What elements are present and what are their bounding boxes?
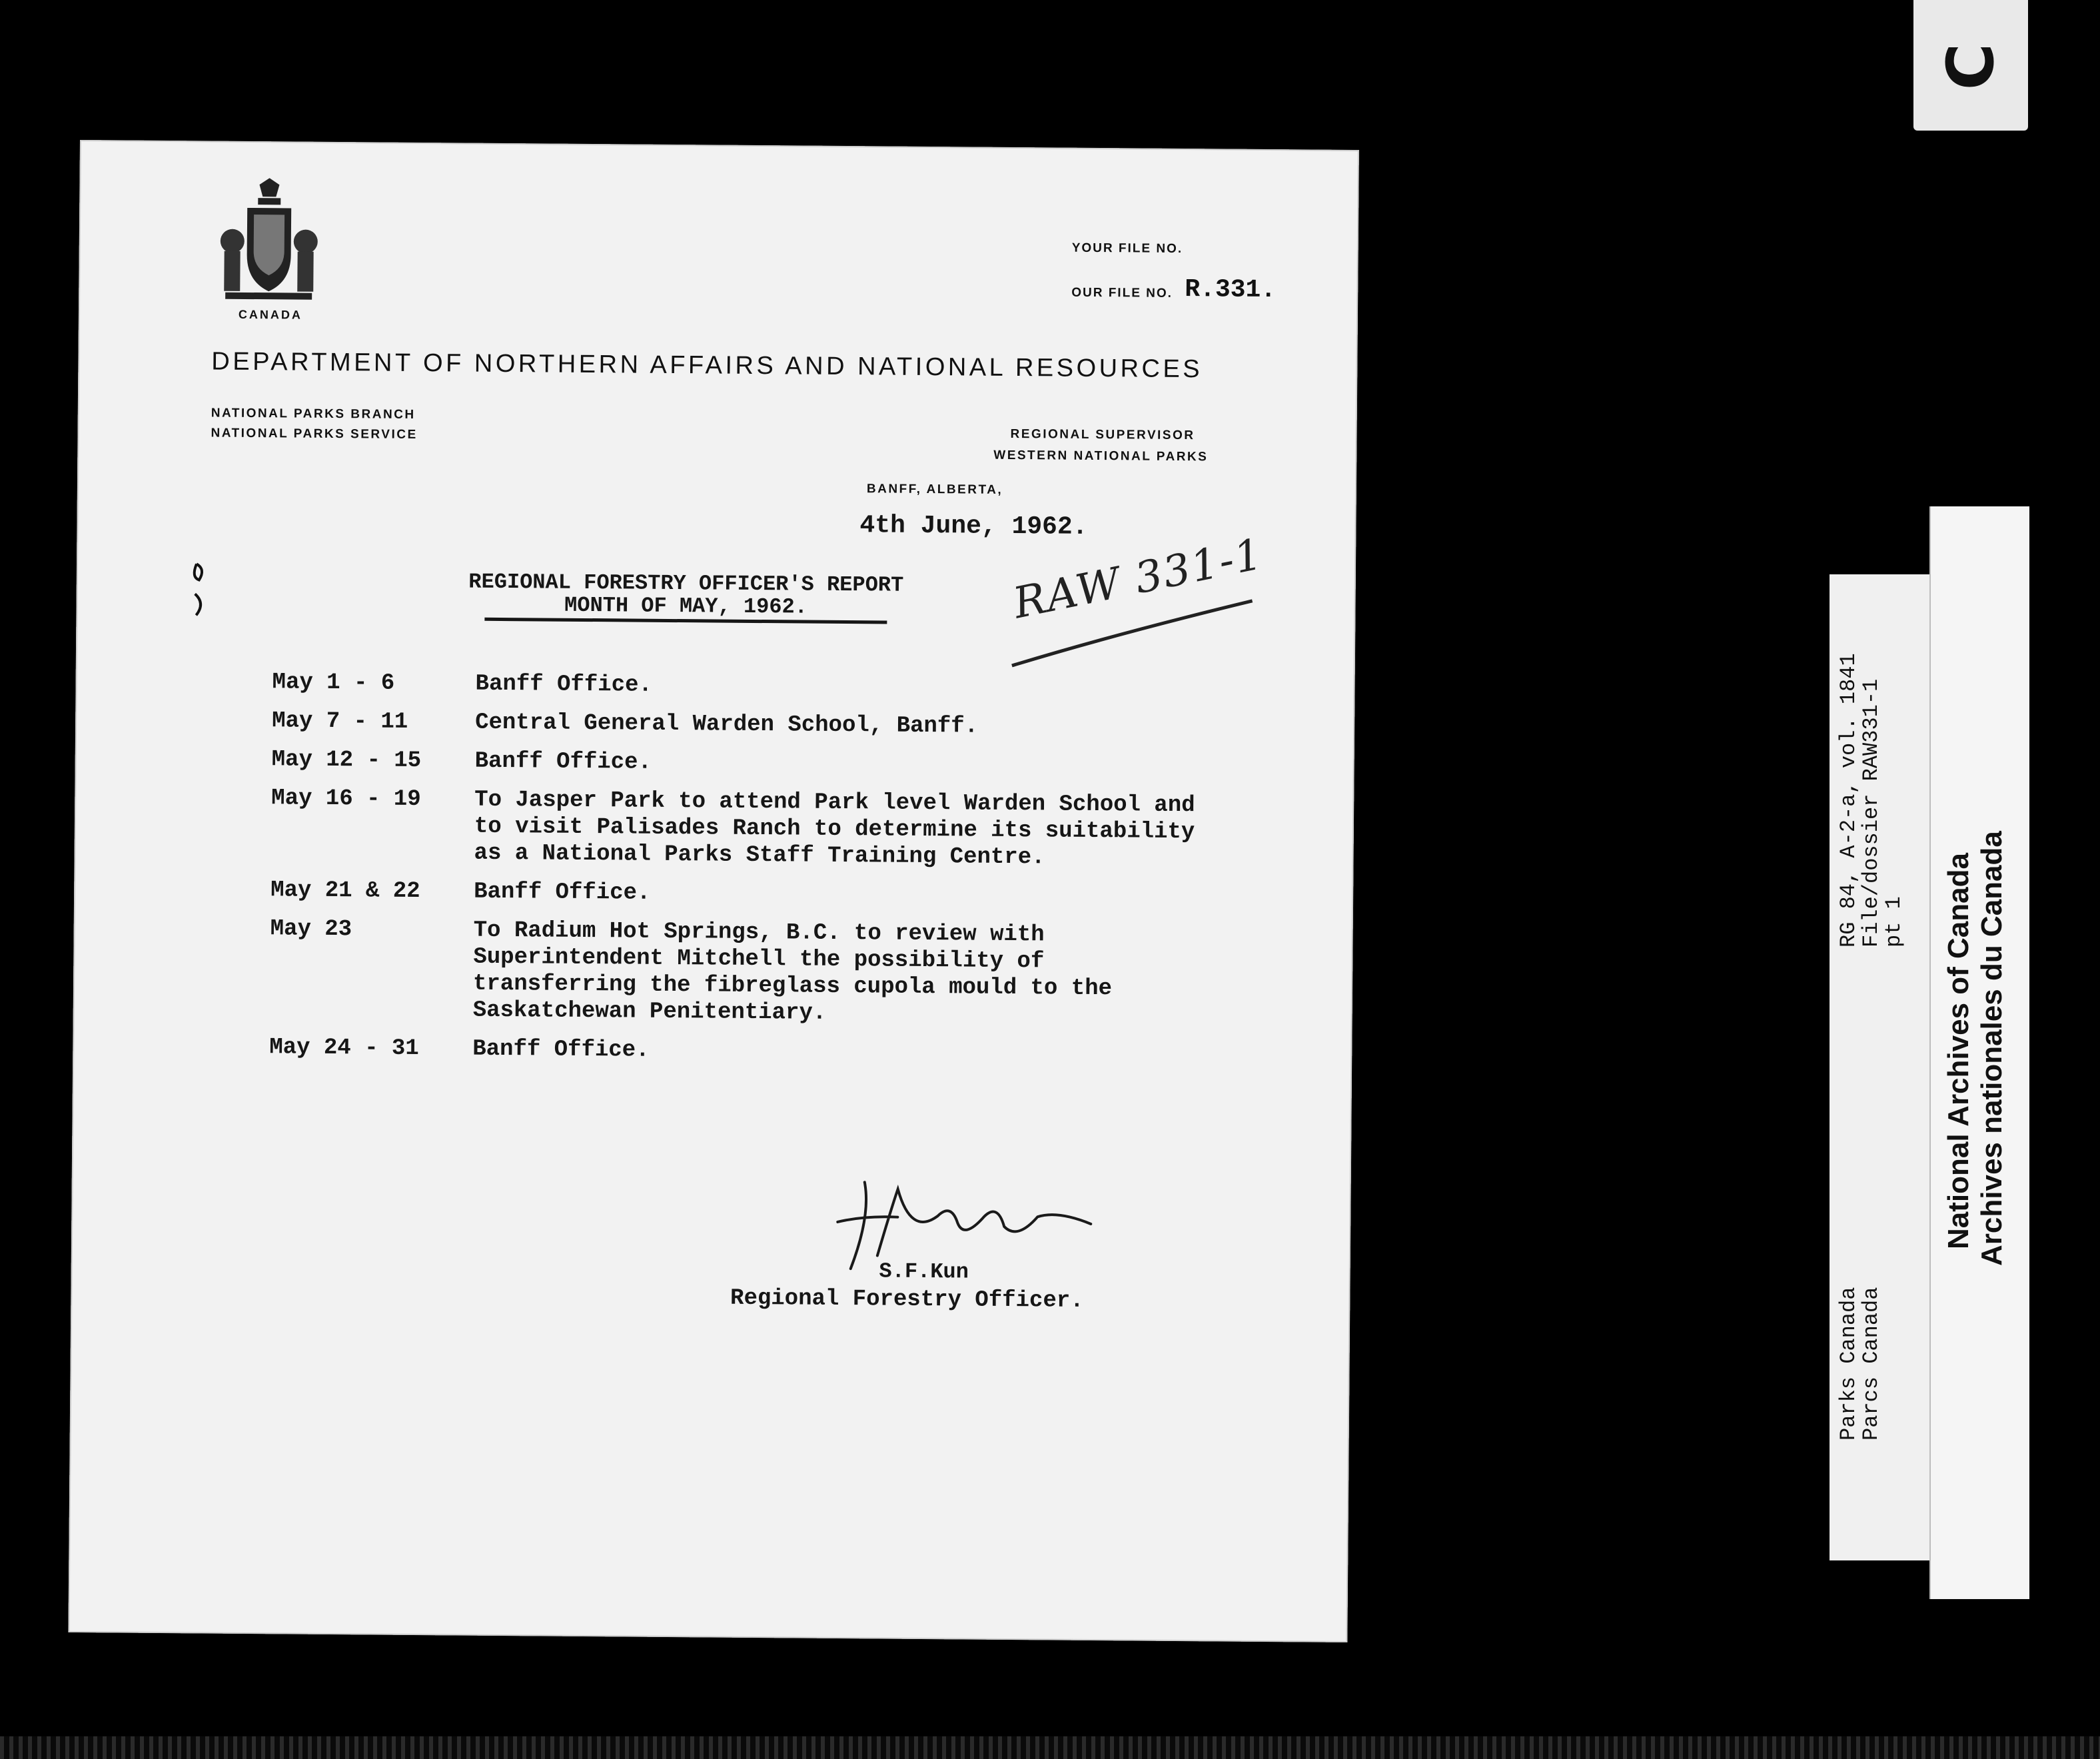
archive-reference-label — [1830, 574, 1929, 1560]
film-edge — [0, 1736, 2100, 1759]
entry-dates: May 21 & 22 — [270, 878, 420, 905]
entry-dates: May 12 - 15 — [271, 747, 422, 774]
department-title: DEPARTMENT OF NORTHERN AFFAIRS AND NATIONAL RESOURCES — [211, 347, 1203, 384]
archive-institution-label — [1929, 506, 2029, 1599]
entry-text: Banff Office. — [472, 1036, 650, 1063]
entry-text: Banff Office. — [475, 671, 652, 698]
institution-name-fr: Archives nationales du Canada — [1975, 831, 2008, 1266]
entry-text: To Radium Hot Springs, B.C. to review with Superintendent Mitchell the possibility of transferring the fibreglass cupola mould to the Saskatchewan Penitentiary. — [472, 917, 1113, 1026]
archive-ref-line-1: RG 84, A-2-a, vol. 1841 — [1836, 653, 1861, 947]
coat-of-arms-icon — [219, 178, 319, 305]
entry-text: Banff Office. — [474, 879, 651, 906]
letter-date: 4th June, 1962. — [859, 511, 1088, 542]
frame-tag-glyph: C — [1933, 43, 2008, 91]
activity-entry — [272, 708, 1271, 742]
handwritten-annotation: RAW 331-1 — [1009, 529, 1268, 629]
signatory-name: S.F.Kun — [879, 1259, 969, 1285]
entry-text: To Jasper Park to attend Park level Warden School and to visit Palisades Ranch to determine its suitability as a National Parks Staff Training Centre. — [474, 787, 1195, 871]
office-line-1: REGIONAL SUPERVISOR — [1010, 426, 1195, 443]
report-title-line-1: REGIONAL FORESTRY OFFICER'S REPORT — [468, 569, 904, 598]
archive-ref-line-3: pt 1 — [1881, 896, 1906, 947]
archive-source-line-1: Parks Canada — [1836, 1287, 1861, 1441]
archive-ref-line-2: File/dossier RAW331-1 — [1859, 678, 1883, 947]
branch-line-2: NATIONAL PARKS SERVICE — [211, 426, 418, 442]
crest-caption: CANADA — [238, 307, 303, 322]
office-line-2: WESTERN NATIONAL PARKS — [993, 448, 1209, 464]
activity-list — [269, 669, 1272, 1081]
archive-source-line-2: Parcs Canada — [1859, 1287, 1883, 1441]
your-file-label: YOUR FILE NO. — [1071, 241, 1183, 257]
activity-entry — [270, 915, 1270, 1030]
report-title — [419, 570, 953, 624]
our-file-label: OUR FILE NO. — [1071, 285, 1173, 300]
report-title-line-2: MONTH OF MAY, 1962. — [484, 594, 887, 624]
document-page — [68, 140, 1359, 1642]
signatory-title: Regional Forestry Officer. — [730, 1285, 1084, 1314]
activity-entry — [272, 746, 1271, 781]
our-file-value: R.331. — [1185, 275, 1277, 305]
branch-line-1: NATIONAL PARKS BRANCH — [211, 406, 416, 422]
entry-dates: May 1 - 6 — [272, 670, 395, 696]
entry-dates: May 16 - 19 — [271, 786, 421, 813]
institution-name-en: National Archives of Canada — [1942, 853, 1975, 1249]
annotation-underline — [985, 552, 1267, 694]
entry-dates: May 23 — [270, 916, 352, 943]
frame-tag — [1913, 0, 2028, 131]
margin-mark-icon — [189, 560, 210, 620]
place-line: BANFF, ALBERTA, — [866, 482, 1003, 497]
entry-dates: May 7 - 11 — [272, 708, 408, 735]
entry-text: Banff Office. — [474, 748, 652, 776]
entry-text: Central General Warden School, Banff. — [474, 710, 979, 740]
entry-dates: May 24 - 31 — [269, 1035, 419, 1062]
activity-entry — [270, 785, 1271, 873]
activity-entry — [269, 1034, 1269, 1069]
activity-entry — [270, 877, 1270, 911]
